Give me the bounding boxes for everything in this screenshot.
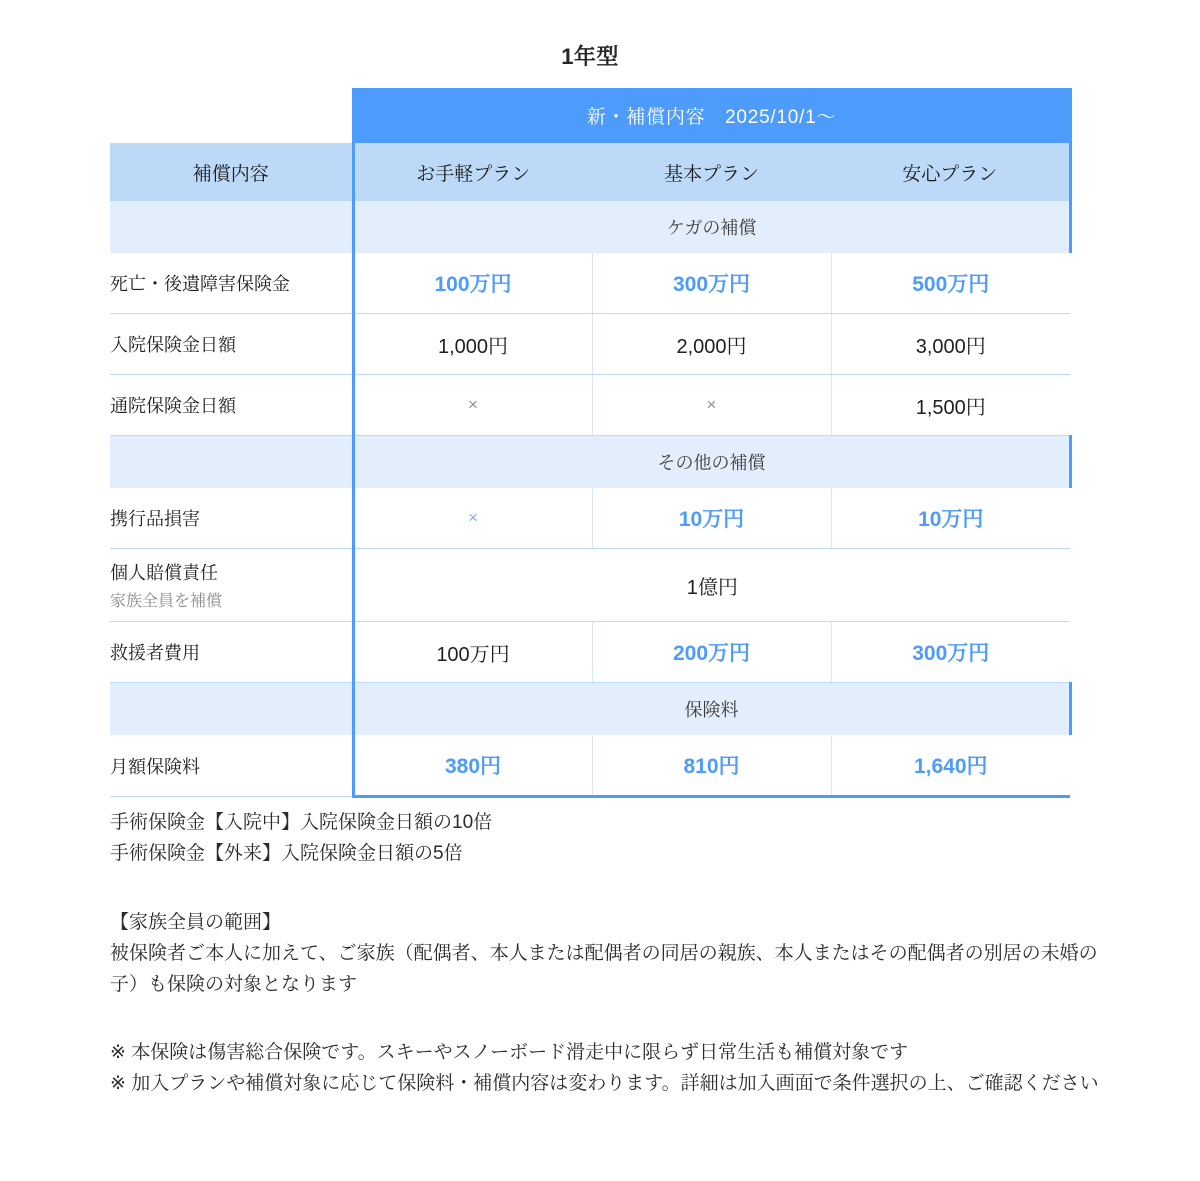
row-value-plan-1: 100万円 [353, 622, 592, 683]
row-label-text: 通院保険金日額 [110, 396, 236, 416]
row-label-text: 月額保険料 [110, 756, 200, 777]
row-label-subtext: 家族全員を補償 [110, 593, 223, 610]
column-header-plan-2: 基本プラン [592, 143, 831, 201]
family-scope-notes [110, 908, 1110, 1000]
row-value-merged: 1億円 [353, 549, 1070, 622]
row-value-plan-1: 380円 [353, 735, 592, 797]
page-title: 1年型 [561, 44, 619, 69]
row-label-text: 入院保険金日額 [110, 335, 236, 355]
row-label [110, 735, 353, 797]
section-band-label: その他の補償 [353, 436, 1070, 489]
row-value-plan-2: 10万円 [592, 488, 831, 549]
row-value-plan-1: 1,000円 [353, 314, 592, 375]
table-banner-row [110, 88, 1070, 143]
asterisk-note-line-1: ※ 本保険は傷害総合保険です。スキーやスノーボード滑走中に限らず日常生活も補償対象です [110, 1042, 909, 1063]
section-band-label: ケガの補償 [353, 201, 1070, 253]
column-header-plan-3: 安心プラン [831, 143, 1070, 201]
row-value-plan-1: × [353, 375, 592, 436]
surgery-note-line-1: 手術保険金【入院中】入院保険金日額の10倍 [110, 812, 493, 833]
plan-table-container [110, 88, 1070, 798]
row-label-text: 救援者費用 [110, 643, 200, 663]
plan-comparison-table [110, 88, 1072, 798]
table-row [110, 253, 1070, 314]
column-header-coverage: 補償内容 [110, 143, 353, 201]
row-value-plan-1: × [353, 488, 592, 549]
row-value-plan-2: 300万円 [592, 253, 831, 314]
row-label-text: 個人賠償責任 [110, 563, 218, 583]
table-row [110, 549, 1070, 622]
row-value-plan-3: 1,640円 [831, 735, 1070, 797]
section-band-row [110, 436, 1070, 489]
plan-header-row [110, 143, 1070, 201]
row-label-text: 携行品損害 [110, 509, 200, 529]
row-value-plan-3: 10万円 [831, 488, 1070, 549]
table-row [110, 622, 1070, 683]
row-value-plan-3: 3,000円 [831, 314, 1070, 375]
surgery-note-line-2: 手術保険金【外来】入院保険金日額の5倍 [110, 842, 463, 864]
row-value-plan-1: 100万円 [353, 253, 592, 314]
row-label [110, 549, 353, 622]
section-band-spacer [110, 683, 353, 736]
row-value-plan-3: 300万円 [831, 622, 1070, 683]
row-label [110, 314, 353, 375]
row-value-plan-2: 200万円 [592, 622, 831, 683]
surgery-notes [110, 808, 1110, 870]
section-band-row [110, 683, 1070, 736]
row-value-plan-2: × [592, 375, 831, 436]
row-label [110, 375, 353, 436]
table-row [110, 488, 1070, 549]
row-label [110, 488, 353, 549]
section-band-row [110, 201, 1070, 253]
row-value-plan-2: 810円 [592, 735, 831, 797]
table-row [110, 735, 1070, 797]
row-label [110, 253, 353, 314]
table-banner: 新・補償内容 2025/10/1〜 [353, 88, 1070, 143]
asterisk-notes [110, 1038, 1110, 1100]
table-row [110, 314, 1070, 375]
asterisk-note-line-2: ※ 加入プランや補償対象に応じて保険料・補償内容は変わります。詳細は加入画面で条件選択の上、ご確認ください [110, 1072, 1099, 1094]
plan-table-body [110, 88, 1070, 797]
column-header-plan-1: お手軽プラン [353, 143, 592, 201]
row-value-plan-3: 1,500円 [831, 375, 1070, 436]
row-label-text: 死亡・後遺障害保険金 [110, 274, 290, 294]
section-band-spacer [110, 201, 353, 253]
family-note-line-2: 被保険者ご本人に加えて、ご家族（配偶者、本人または配偶者の同居の親族、本人またはその配偶者の別居の未婚の子）も保険の対象となります [110, 942, 1098, 995]
family-note-line-1: 【家族全員の範囲】 [110, 912, 282, 933]
row-label [110, 622, 353, 683]
banner-spacer-cell [110, 88, 353, 143]
section-band-label: 保険料 [353, 683, 1070, 736]
table-row [110, 375, 1070, 436]
row-value-plan-3: 500万円 [831, 253, 1070, 314]
row-value-plan-2: 2,000円 [592, 314, 831, 375]
section-band-spacer [110, 436, 353, 489]
